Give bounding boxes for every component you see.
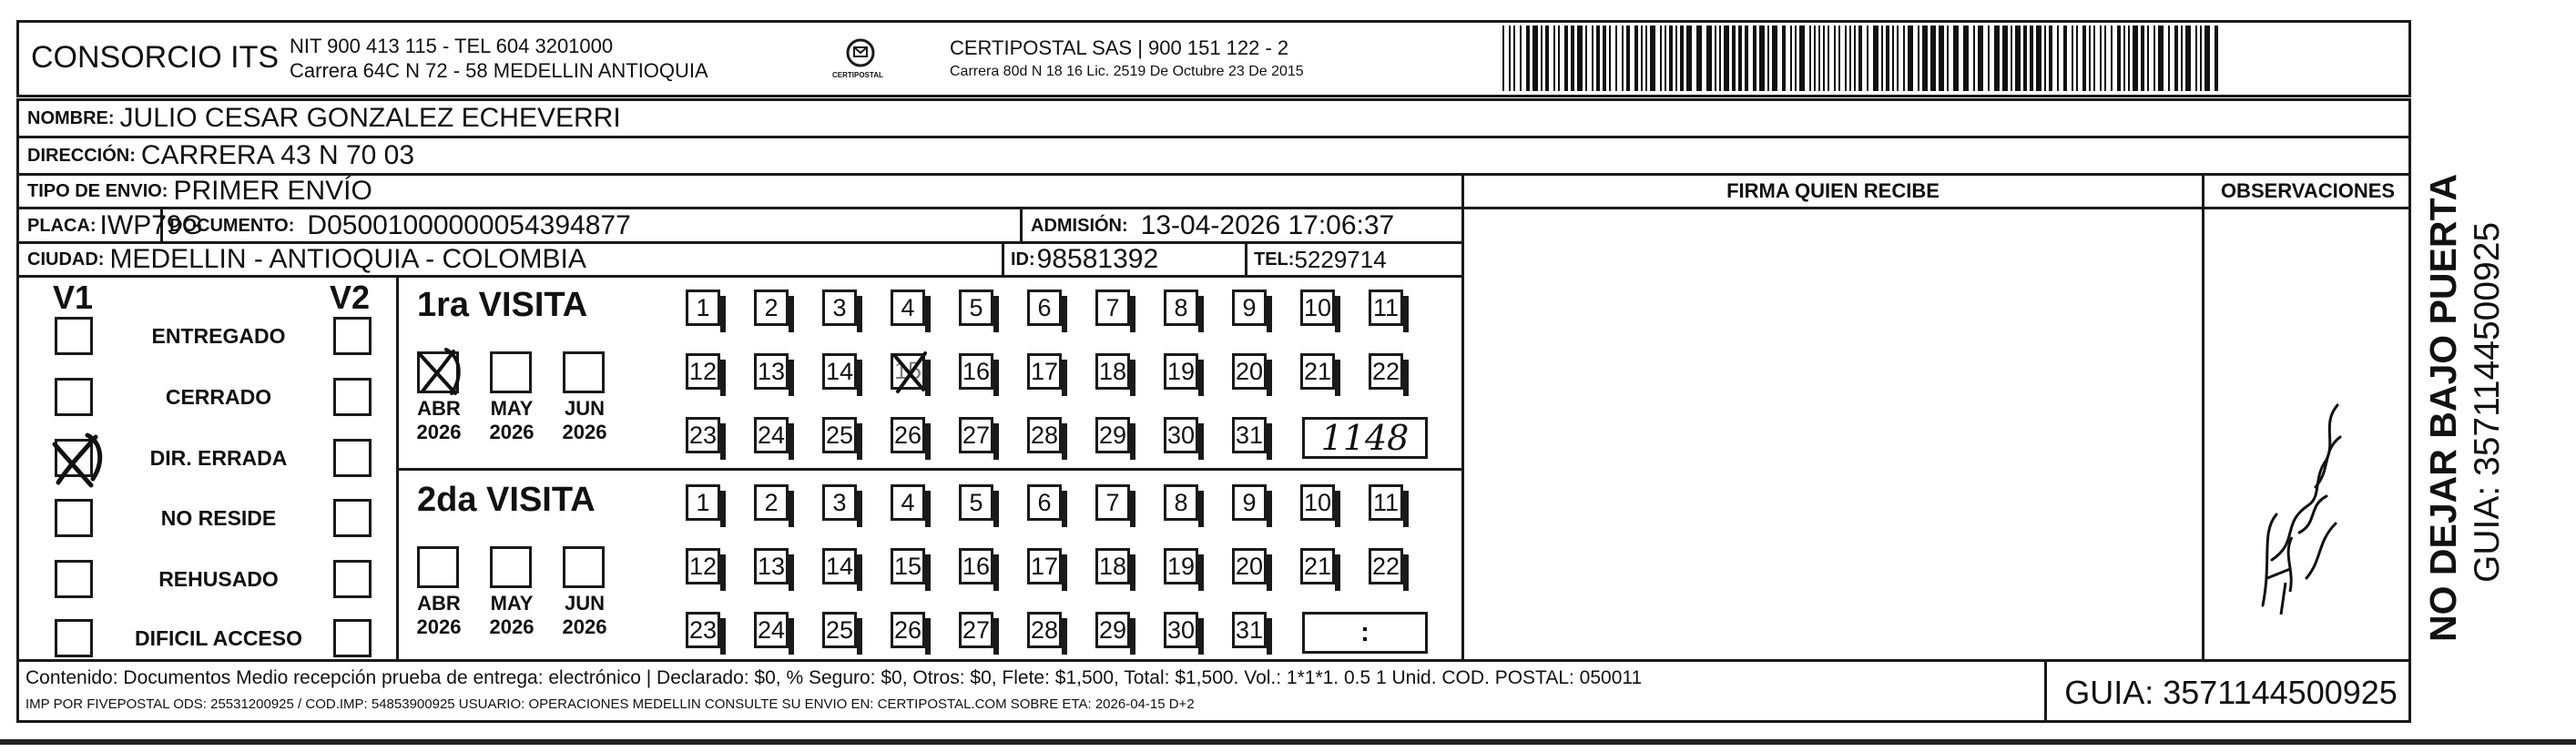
barcode-bar <box>2168 25 2170 91</box>
status-label: ENTREGADO <box>151 324 286 348</box>
month-year: 2026 <box>489 421 535 443</box>
barcode-bar <box>1669 25 1673 91</box>
barcode-bar <box>1571 25 1574 91</box>
barcode-bar <box>1680 25 1684 91</box>
barcode-bar <box>1615 25 1617 91</box>
month-checkbox[interactable] <box>417 546 459 588</box>
footer-imp: IMP POR FIVEPOSTAL ODS: 25531200925 / COD.IMP: 54853900925 USUARIO: OPERACIONES MEDELLIN CONSULTE SU ENVIO EN: CERTIPOSTAL.COM SOBRE ETA: 2026-04-15 D+2 <box>25 696 1195 712</box>
day-box[interactable]: 27 <box>959 417 993 453</box>
barcode-bar <box>2089 25 2091 91</box>
v1-checkbox[interactable] <box>55 499 93 537</box>
barcode-bar <box>1854 25 1856 91</box>
barcode-bar <box>1585 25 1587 91</box>
day-box[interactable]: 10 <box>1300 290 1335 326</box>
documento-label: DOCUMENTO: <box>169 215 295 236</box>
placa-label: PLACA: <box>27 215 97 236</box>
barcode-bar <box>1509 25 1511 91</box>
day-box[interactable]: 22 <box>1369 548 1403 584</box>
day-box[interactable]: 18 <box>1095 353 1130 390</box>
barcode-bar <box>2215 25 2218 91</box>
barcode-bar <box>1577 25 1583 91</box>
month-checkbox[interactable] <box>563 351 605 393</box>
barcode-bar <box>1532 25 1538 91</box>
v2-checkbox[interactable] <box>333 619 372 657</box>
barcode-bar <box>1892 25 1894 91</box>
barcode-bar <box>1767 25 1769 91</box>
check-mark-icon <box>413 344 468 403</box>
barcode-bar <box>1622 25 1624 91</box>
day-box[interactable]: 10 <box>1300 484 1335 521</box>
barcode-bar <box>2049 25 2052 91</box>
admision-value: 13-04-2026 17:06:37 <box>1140 210 1395 240</box>
barcode-bar <box>2123 25 2125 91</box>
day-box[interactable]: 26 <box>891 417 925 453</box>
day-box[interactable]: 30 <box>1164 417 1198 453</box>
day-box[interactable]: 23 <box>686 612 720 648</box>
barcode-bar <box>2147 25 2149 91</box>
v2-header: V2 <box>330 279 371 316</box>
day-box[interactable]: 11 <box>1369 484 1403 521</box>
barcode-bar <box>2057 25 2059 91</box>
barcode-bar <box>1665 25 1666 91</box>
barcode-bar <box>1650 25 1655 91</box>
id-label: ID: <box>1011 249 1035 269</box>
month-name: ABR <box>417 592 461 615</box>
barcode-bar <box>1719 25 1721 91</box>
day-box[interactable]: 27 <box>959 612 993 648</box>
day-box[interactable]: 3 <box>822 484 857 521</box>
month-name: MAY <box>490 592 534 615</box>
barcode-bar <box>1634 25 1638 91</box>
tipo-label: TIPO DE ENVIO: <box>27 180 168 201</box>
day-box[interactable]: 3 <box>822 290 857 326</box>
day-box[interactable]: 7 <box>1095 484 1130 521</box>
barcode-bar <box>1596 25 1600 91</box>
carrier-address: Carrera 80d N 18 16 Lic. 2519 De Octubre 23 De 2015 <box>950 64 1304 79</box>
barcode-bar <box>1922 25 1928 91</box>
barcode-bar <box>2174 25 2178 91</box>
carrier-name: CERTIPOSTAL SAS | 900 151 122 - 2 <box>950 36 1289 59</box>
month-year: 2026 <box>562 615 607 638</box>
day-box[interactable]: 5 <box>959 290 993 326</box>
ciudad-label: CIUDAD: <box>27 249 105 269</box>
barcode-bar <box>2153 25 2155 91</box>
footer-contenido: Contenido: Documentos Medio recepción prueba de entrega: electrónico | Declarado: $0, % Seguro: $0, Otros: $0, Flete: $1,500, Total: $1,500. Vol.: 1*1*1. 0.5 1 Unid. COD. POSTAL: 050011 <box>25 667 1643 688</box>
side-guia: GUIA: 3571144500925 <box>2468 221 2507 583</box>
v2-checkbox[interactable] <box>333 378 372 416</box>
barcode-bar <box>1973 25 1975 91</box>
day-box[interactable]: 1 <box>686 290 720 326</box>
day-box[interactable]: 12 <box>686 548 720 584</box>
month-year: 2026 <box>416 615 462 638</box>
status-label: REHUSADO <box>158 567 279 591</box>
barcode-bar <box>1978 25 1983 91</box>
tipo-value: PRIMER ENVÍO <box>173 176 372 206</box>
day-box[interactable]: 17 <box>1027 353 1062 390</box>
day-box[interactable]: 24 <box>754 417 789 453</box>
time-box[interactable] <box>1302 417 1428 459</box>
time-placeholder: : <box>1360 617 1369 647</box>
barcode-bar <box>1686 25 1692 91</box>
barcode-bar <box>2002 25 2008 91</box>
barcode-bar <box>1696 25 1702 91</box>
barcode-bar <box>1795 25 1797 91</box>
v2-checkbox[interactable] <box>333 317 372 355</box>
barcode-bar <box>2036 25 2041 91</box>
day-box[interactable]: 23 <box>686 417 720 453</box>
placa-value: IWP79G <box>99 210 203 240</box>
barcode-bar <box>1675 25 1677 91</box>
barcode-bar <box>1564 25 1568 91</box>
month-name: ABR <box>417 397 461 420</box>
day-box[interactable]: 13 <box>754 353 789 390</box>
v1-checkbox[interactable] <box>55 560 93 598</box>
barcode-bar <box>2076 25 2078 91</box>
day-box[interactable]: 18 <box>1095 548 1130 584</box>
recipient-signature <box>2235 351 2372 624</box>
barcode-icon <box>1502 25 2226 91</box>
company-name: CONSORCIO ITS <box>31 40 280 75</box>
visit-title: 2da VISITA <box>417 481 596 519</box>
day-box[interactable]: 7 <box>1095 290 1130 326</box>
nombre-label: NOMBRE: <box>27 107 115 128</box>
barcode-bar <box>1526 25 1530 91</box>
month-year: 2026 <box>562 421 607 443</box>
barcode-bar <box>1641 25 1643 91</box>
day-box[interactable]: 28 <box>1027 612 1062 648</box>
firma-header: FIRMA QUIEN RECIBE <box>1726 179 1940 202</box>
barcode-bar <box>2023 25 2027 91</box>
barcode-bar <box>1790 25 1792 91</box>
barcode-bar <box>1502 25 1504 91</box>
barcode-bar <box>1513 25 1515 91</box>
day-box[interactable]: 14 <box>822 353 857 390</box>
barcode-bar <box>1814 25 1816 91</box>
observaciones-header: OBSERVACIONES <box>2220 179 2396 202</box>
day-box[interactable]: 24 <box>754 612 789 648</box>
day-box[interactable]: 17 <box>1027 548 1062 584</box>
day-box[interactable]: 6 <box>1027 290 1062 326</box>
day-box[interactable]: 22 <box>1369 353 1403 390</box>
barcode-bar <box>2111 25 2113 91</box>
day-box[interactable]: 2 <box>754 484 789 521</box>
nombre-value: JULIO CESAR GONZALEZ ECHEVERRI <box>119 103 621 133</box>
v1-checkbox[interactable] <box>55 619 93 657</box>
day-box[interactable]: 11 <box>1369 290 1403 326</box>
barcode-bar <box>1838 25 1840 91</box>
barcode-bar <box>2082 25 2086 91</box>
barcode-bar <box>2072 25 2073 91</box>
barcode-bar <box>1858 25 1862 91</box>
v1-checkbox[interactable] <box>55 378 93 416</box>
barcode-bar <box>2141 25 2144 91</box>
month-label <box>412 592 466 639</box>
barcode-bar <box>2063 25 2067 91</box>
barcode-bar <box>2117 25 2121 91</box>
month-year: 2026 <box>416 421 462 443</box>
day-box[interactable]: 1 <box>686 484 720 521</box>
barcode-bar <box>1732 25 1736 91</box>
barcode-bar <box>1706 25 1712 91</box>
barcode-bar <box>1939 25 1944 91</box>
company-address: Carrera 64C N 72 - 58 MEDELLIN ANTIOQUIA <box>290 59 708 82</box>
day-box[interactable]: 9 <box>1232 290 1267 326</box>
day-box[interactable]: 19 <box>1164 353 1198 390</box>
day-box[interactable]: 31 <box>1232 417 1267 453</box>
barcode-bar <box>1715 25 1716 91</box>
day-box[interactable]: 30 <box>1164 612 1198 648</box>
barcode-bar <box>2100 25 2102 91</box>
day-box[interactable]: 8 <box>1164 290 1198 326</box>
day-box[interactable]: 2 <box>754 290 789 326</box>
month-label <box>412 397 466 444</box>
barcode-bar <box>1724 25 1729 91</box>
barcode-bar <box>2015 25 2021 91</box>
day-box[interactable]: 14 <box>822 548 857 584</box>
check-mark-icon <box>46 426 109 494</box>
barcode-bar <box>1772 25 1777 91</box>
day-box[interactable]: 9 <box>1232 484 1267 521</box>
barcode-bar <box>1558 25 1560 91</box>
barcode-bar <box>1753 25 1756 91</box>
day-box[interactable]: 26 <box>891 612 925 648</box>
footer-guia: GUIA: 3571144500925 <box>2064 674 2398 711</box>
day-box[interactable]: 21 <box>1300 548 1335 584</box>
tel-label: TEL: <box>1254 249 1295 269</box>
barcode-bar <box>1818 25 1820 91</box>
barcode-bar <box>1545 25 1549 91</box>
day-box[interactable]: 5 <box>959 484 993 521</box>
barcode-bar <box>2195 25 2197 91</box>
v2-checkbox[interactable] <box>333 439 372 477</box>
barcode-bar <box>1930 25 1936 91</box>
barcode-bar <box>1603 25 1606 91</box>
barcode-bar <box>2104 25 2106 91</box>
day-box[interactable]: 21 <box>1300 353 1335 390</box>
day-box[interactable]: 16 <box>959 353 993 390</box>
barcode-bar <box>2185 25 2191 91</box>
barcode-bar <box>1828 25 1829 91</box>
barcode-bar <box>1873 25 1879 91</box>
status-label: DIR. ERRADA <box>149 446 288 470</box>
barcode-bar <box>1903 25 1905 91</box>
barcode-bar <box>2011 25 2012 91</box>
barcode-bar <box>1809 25 1811 91</box>
certipostal-logo <box>832 35 885 86</box>
day-box[interactable]: 4 <box>891 484 925 521</box>
barcode-bar <box>1609 25 1611 91</box>
barcode-bar <box>1645 25 1647 91</box>
day-box[interactable]: 16 <box>959 548 993 584</box>
barcode-bar <box>1953 25 1959 91</box>
month-name: MAY <box>490 397 534 420</box>
barcode-bar <box>1823 25 1825 91</box>
documento-value: D05001000000054394877 <box>307 210 631 240</box>
month-label <box>484 592 539 639</box>
day-box[interactable]: 13 <box>754 548 789 584</box>
logo-text: CERTIPOSTAL <box>832 71 883 79</box>
direccion-value: CARRERA 43 N 70 03 <box>140 140 415 170</box>
month-checkbox[interactable] <box>563 546 605 588</box>
barcode-bar <box>2200 25 2202 91</box>
day-box[interactable]: 12 <box>686 353 720 390</box>
barcode-bar <box>1553 25 1555 91</box>
month-name: JUN <box>564 397 605 420</box>
barcode-bar <box>1994 25 2000 91</box>
barcode-bar <box>1520 25 1522 91</box>
barcode-bar <box>2030 25 2033 91</box>
barcode-bar <box>2044 25 2046 91</box>
barcode-bar <box>1963 25 1969 91</box>
month-checkbox[interactable] <box>490 351 532 393</box>
status-label: CERRADO <box>165 385 272 409</box>
no-dejar-bajo-puerta: NO DEJAR BAJO PUERTA <box>2422 173 2464 642</box>
month-label <box>557 397 612 444</box>
barcode-bar <box>1897 25 1899 91</box>
barcode-bar <box>1849 25 1851 91</box>
barcode-bar <box>1881 25 1883 91</box>
barcode-bar <box>2181 25 2183 91</box>
visit-title: 1ra VISITA <box>417 286 588 324</box>
month-checkbox[interactable] <box>490 546 532 588</box>
barcode-bar <box>2133 25 2138 91</box>
barcode-bar <box>1626 25 1630 91</box>
barcode-bar <box>1782 25 1786 91</box>
barcode-bar <box>1660 25 1662 91</box>
barcode-bar <box>1592 25 1593 91</box>
barcode-bar <box>1886 25 1889 91</box>
barcode-bar <box>1738 25 1742 91</box>
day-box[interactable]: 6 <box>1027 484 1062 521</box>
tel-value: 5229714 <box>1294 245 1387 273</box>
time-box[interactable] <box>1302 612 1428 654</box>
barcode-bar <box>1947 25 1949 91</box>
day-box[interactable]: 20 <box>1232 353 1267 390</box>
ciudad-value: MEDELLIN - ANTIOQUIA - COLOMBIA <box>109 244 586 274</box>
barcode-bar <box>1918 25 1919 91</box>
id-value: 98581392 <box>1036 244 1159 274</box>
day-box[interactable]: 20 <box>1232 548 1267 584</box>
day-box[interactable]: 28 <box>1027 417 1062 453</box>
v1-header: V1 <box>53 279 94 316</box>
day-box[interactable]: 4 <box>891 290 925 326</box>
barcode-bar <box>1834 25 1836 91</box>
v2-checkbox[interactable] <box>333 499 372 537</box>
day-box[interactable]: 25 <box>822 612 857 648</box>
day-box[interactable]: 29 <box>1095 612 1130 648</box>
barcode-bar <box>2158 25 2164 91</box>
day-box[interactable]: 8 <box>1164 484 1198 521</box>
barcode-bar <box>1845 25 1847 91</box>
month-label <box>557 592 612 639</box>
v1-checkbox[interactable] <box>55 317 93 355</box>
company-nit: NIT 900 413 115 - TEL 604 3201000 <box>290 35 614 57</box>
day-box[interactable]: 25 <box>822 417 857 453</box>
time-handwritten: 1148 <box>1320 418 1410 458</box>
month-year: 2026 <box>489 615 535 638</box>
barcode-bar <box>1908 25 1913 91</box>
day-box[interactable]: 31 <box>1232 612 1267 648</box>
barcode-bar <box>2204 25 2210 91</box>
barcode-bar <box>1759 25 1765 91</box>
barcode-bar <box>2128 25 2130 91</box>
day-box[interactable]: 15 <box>891 548 925 584</box>
day-cross-icon <box>889 348 931 400</box>
barcode-bar <box>1745 25 1748 91</box>
barcode-bar <box>1988 25 1990 91</box>
bottom-edge <box>0 739 2576 745</box>
month-label <box>484 397 539 444</box>
barcode-bar <box>1799 25 1805 91</box>
direccion-label: DIRECCIÓN: <box>27 145 136 166</box>
status-label: DIFICIL ACCESO <box>134 626 302 650</box>
v2-checkbox[interactable] <box>333 560 372 598</box>
barcode-bar <box>1541 25 1543 91</box>
status-label: NO RESIDE <box>160 506 277 530</box>
day-box[interactable]: 29 <box>1095 417 1130 453</box>
day-marked: 15 <box>894 357 922 384</box>
admision-label: ADMISIÓN: <box>1031 215 1128 236</box>
barcode-bar <box>1867 25 1868 91</box>
barcode-bar <box>2093 25 2095 91</box>
day-box[interactable]: 19 <box>1164 548 1198 584</box>
month-name: JUN <box>564 592 605 615</box>
